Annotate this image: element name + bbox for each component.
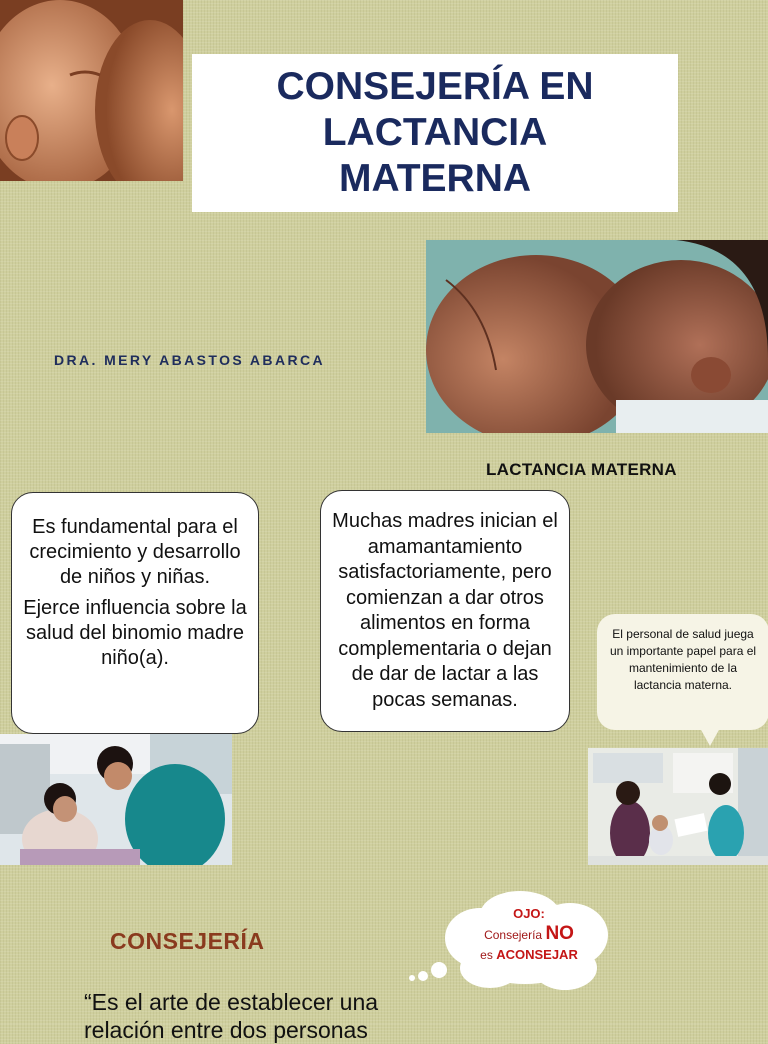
- title-box: [192, 54, 678, 212]
- consejeria-heading: CONSEJERÍA: [110, 928, 265, 954]
- consejeria-definition-line-2: relación entre dos personas: [84, 1017, 368, 1043]
- card-mothers-text: Muchas madres inician el amamantamiento satisfactoriamente, pero comienzan a dar otros alimentos en forma complementaria o dejan de dar de lactar a las pocas semanas.: [332, 510, 558, 711]
- card-importance: [11, 492, 259, 734]
- consejeria-definition-line-1: “Es el arte de establecer una: [84, 989, 379, 1015]
- lactancia-heading: LACTANCIA MATERNA: [486, 460, 677, 479]
- thought-cloud-word-4: ACONSEJAR: [496, 947, 578, 962]
- card-importance-paragraph-2: Ejerce influencia sobre la salud del binomio madre niño(a).: [23, 597, 247, 669]
- thought-cloud-line-2: [470, 924, 588, 945]
- speech-bubble-tail: [700, 728, 720, 746]
- photo-nurse-mother: [0, 734, 232, 865]
- thought-cloud-line-3: [470, 945, 588, 965]
- title-line-3: MATERNA: [338, 157, 532, 200]
- photo-baby-feeding: [0, 0, 183, 181]
- thought-cloud-word-2: NO: [545, 923, 574, 944]
- thought-cloud-word-1: Consejería: [484, 928, 543, 942]
- speech-bubble-text: El personal de salud juega un importante papel para el mantenimiento de la lactancia materna.: [609, 627, 757, 692]
- card-mothers: [320, 490, 570, 732]
- thought-cloud-word-3: es: [480, 948, 493, 962]
- title-line-2: LACTANCIA: [322, 111, 548, 154]
- photo-counseling-session: [588, 748, 768, 865]
- photo-infant-nursing: [426, 240, 768, 433]
- title-line-1: CONSEJERÍA EN: [276, 65, 594, 108]
- thought-cloud-text: [470, 904, 588, 965]
- card-importance-paragraph-1: Es fundamental para el crecimiento y desarrollo de niños y niñas.: [29, 516, 241, 588]
- author-name: DRA. MERY ABASTOS ABARCA: [54, 352, 325, 368]
- speech-bubble: [597, 614, 768, 730]
- thought-cloud-line-1: OJO:: [513, 906, 545, 921]
